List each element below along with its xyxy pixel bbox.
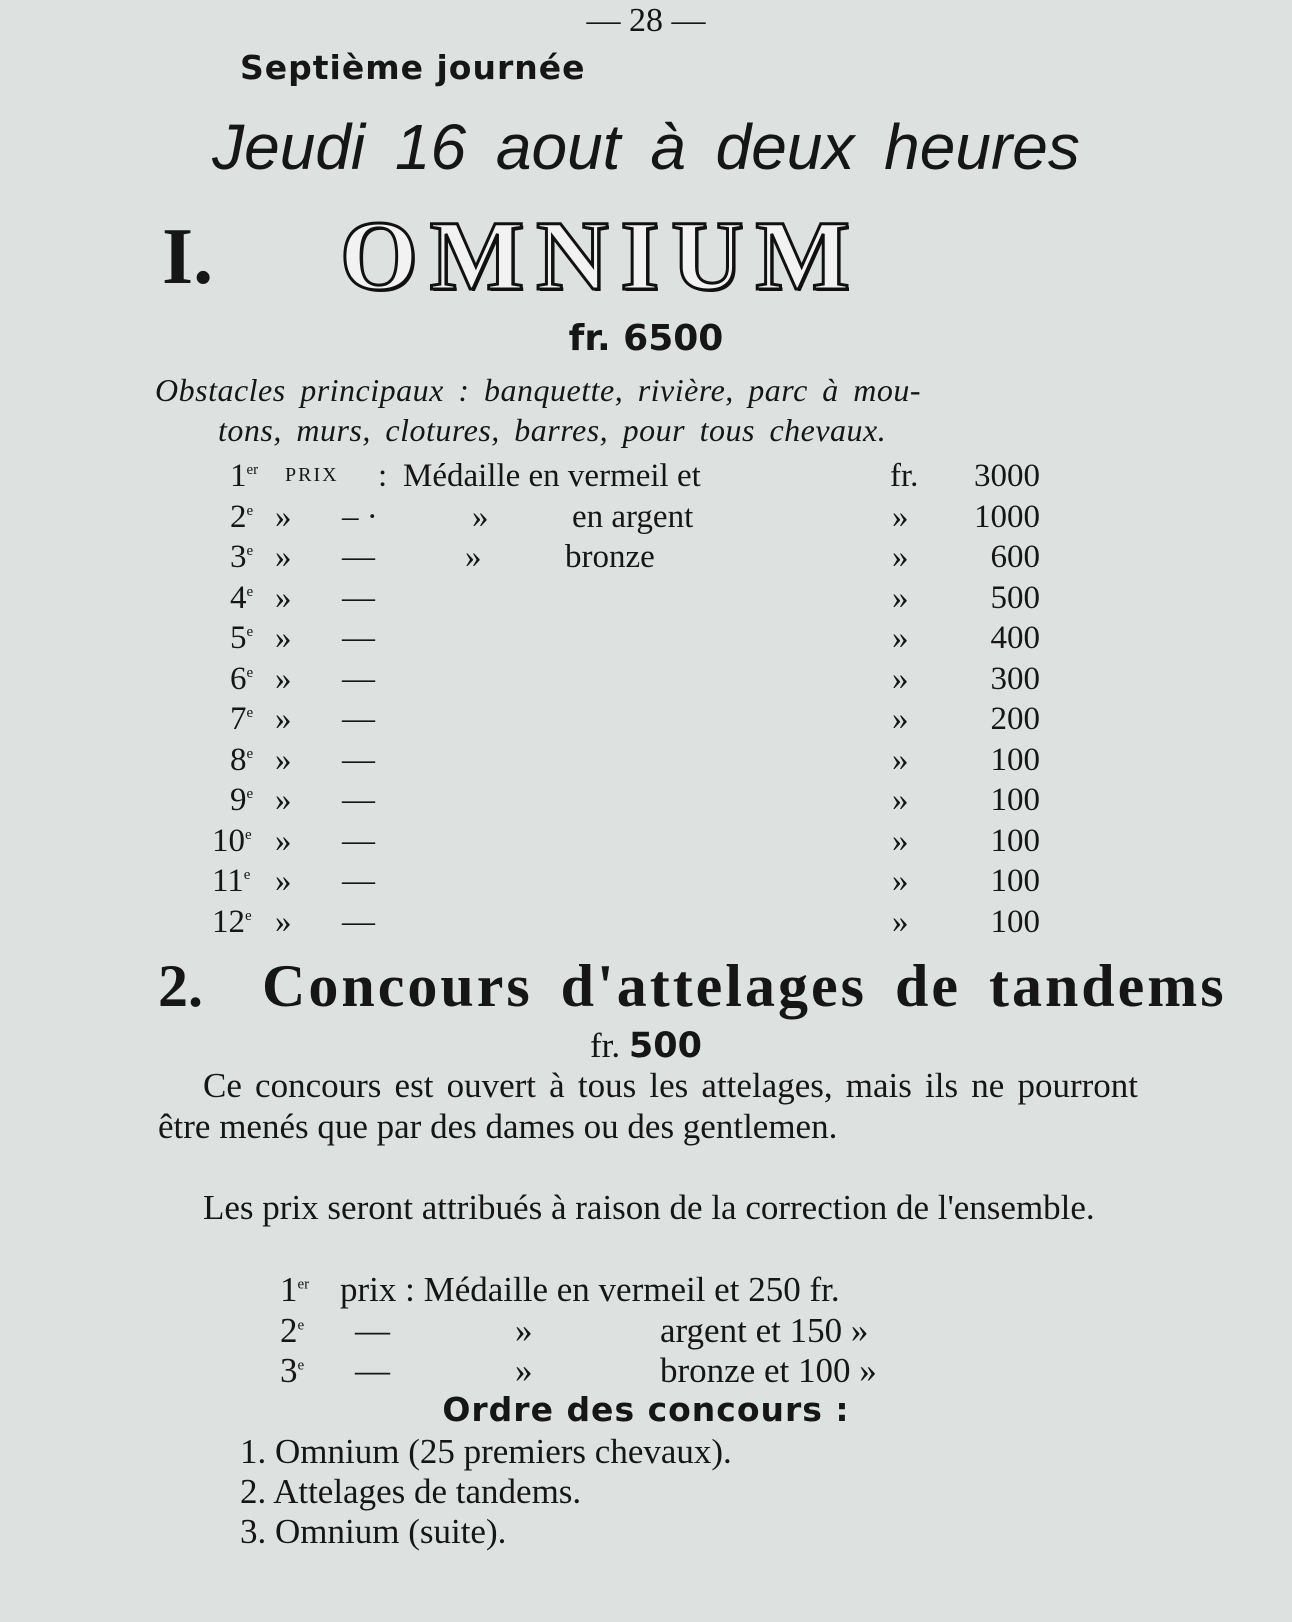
order-item: 3. Omnium (suite). <box>240 1512 507 1551</box>
prize-amount: 100 <box>990 741 1040 778</box>
tandem-prize-dash: — <box>355 1310 390 1350</box>
prize-rank: 6e <box>230 660 254 697</box>
prize-rank: 8e <box>230 741 254 778</box>
prize-dash: — <box>342 863 375 899</box>
prize-rank: 2e <box>230 498 254 535</box>
prize-dash: — <box>342 903 375 940</box>
prize-ditto: » <box>892 822 909 859</box>
date-line: Jeudi 16 aout à deux heures <box>212 111 1080 183</box>
section1-number: I. <box>162 213 214 301</box>
order-item: 1. Omnium (25 premiers chevaux). <box>240 1432 732 1471</box>
prize-dash: — <box>342 579 375 616</box>
prize-row <box>200 458 1100 499</box>
prize-ditto: » <box>892 660 909 697</box>
prize-medal: Médaille en vermeil et <box>403 458 701 494</box>
paragraph-1: Ce concours est ouvert à tous les attelages, mais ils ne pourront être menés que par des dames ou des gentlemen. <box>158 1066 1138 1146</box>
prize-ditto: » <box>892 539 909 575</box>
prize-row <box>200 620 1100 661</box>
prize-row <box>200 701 1100 742</box>
prize-row <box>200 499 1100 540</box>
order-heading: Ordre des concours : <box>442 1390 850 1429</box>
prize-metal: en argent <box>572 498 694 535</box>
order-list <box>240 1432 732 1552</box>
prize-ditto: » <box>275 579 292 616</box>
prize-ditto: » <box>275 782 292 818</box>
tandem-prize-rank: 1er <box>280 1270 310 1309</box>
prize-ditto: » <box>275 539 292 575</box>
paragraph-2: Les prix seront attribués à raison de la correction de l'ensemble. <box>203 1188 1095 1227</box>
prize-amount: 200 <box>990 701 1040 737</box>
prize-rank: 7e <box>230 701 254 737</box>
prize-ditto: » <box>275 620 292 656</box>
prize-dash: — <box>342 741 375 778</box>
prize-currency: fr. <box>890 458 919 494</box>
prize-amount: 100 <box>990 782 1040 818</box>
prize-row <box>200 539 1100 580</box>
prize-row <box>200 782 1100 823</box>
tandem-prize-text: prix : Médaille en vermeil et 250 fr. <box>340 1270 840 1309</box>
prize-dash: –– <box>342 539 375 575</box>
section2-prize: fr. 500 <box>590 1026 702 1066</box>
prize-ditto: » <box>892 579 909 616</box>
prize-amount: 400 <box>990 620 1040 656</box>
tandem-prize-table <box>250 1270 1010 1392</box>
tandem-prize-text: bronze et 100 » <box>660 1351 877 1390</box>
prize-rank: 4e <box>230 579 254 616</box>
obstacles-line-1: Obstacles principaux : banquette, rivière, parc à mou- <box>155 372 922 408</box>
prize-ditto: » <box>892 903 909 940</box>
prize-ditto: » <box>275 863 292 899</box>
tandem-prize-row <box>250 1311 1010 1352</box>
tandem-prize-dash: — <box>355 1351 390 1390</box>
prize-row <box>200 863 1100 904</box>
prize-amount: 100 <box>990 863 1040 899</box>
tandem-prize-text: argent et 150 » <box>660 1310 869 1350</box>
section1-prize: fr. 6500 <box>568 318 724 359</box>
tandem-prize-rank: 3e <box>280 1351 305 1390</box>
tandem-prize-rank: 2e <box>280 1310 305 1350</box>
prize-rank: 11e <box>212 863 251 899</box>
tandem-prize-row <box>250 1270 1010 1311</box>
section2-number: 2. <box>158 953 203 1019</box>
obstacles-line-2: tons, murs, clotures, barres, pour tous chevaux. <box>218 412 887 448</box>
prize-ditto: » <box>275 822 292 859</box>
prize-ditto: » <box>465 539 482 575</box>
prize-colon: : <box>378 458 388 494</box>
prize-row <box>200 742 1100 783</box>
prize-dash: — <box>342 782 375 818</box>
prize-ditto: » <box>275 498 292 535</box>
prize-rank: 12e <box>212 903 252 940</box>
prize-ditto: » <box>472 498 489 535</box>
prize-amount: 600 <box>990 539 1040 575</box>
prize-ditto: » <box>275 701 292 737</box>
prize-row <box>200 580 1100 621</box>
prize-dash: — <box>342 701 375 737</box>
prize-ditto: » <box>892 620 909 656</box>
prize-ditto: » <box>892 782 909 818</box>
prize-amount: 1000 <box>974 498 1040 535</box>
day-name: Septième journée <box>240 48 586 87</box>
prize-ditto: » <box>892 863 909 899</box>
prize-dash: – · <box>342 498 378 535</box>
prize-dash: — <box>342 660 375 697</box>
prize-amount: 500 <box>990 579 1040 616</box>
prize-amount: 300 <box>990 660 1040 697</box>
prize-ditto: » <box>892 701 909 737</box>
prize-row <box>200 823 1100 864</box>
page-number: — 28 — <box>586 2 706 39</box>
prize-ditto: » <box>892 741 909 778</box>
omnium-prize-table <box>200 458 1100 944</box>
prize-ditto: » <box>275 903 292 940</box>
prize-rank: 1er <box>230 458 259 494</box>
prize-rank: 3e <box>230 539 254 575</box>
prize-ditto: » <box>275 741 292 778</box>
prize-ditto: » <box>275 660 292 697</box>
prize-row <box>200 661 1100 702</box>
prize-dash: — <box>342 620 375 656</box>
prize-metal: bronze <box>565 539 655 575</box>
tandem-prize-row <box>250 1351 1010 1392</box>
prize-ditto: » <box>892 498 909 535</box>
prize-rank: 10e <box>212 822 252 859</box>
order-item: 2. Attelages de tandems. <box>240 1472 582 1511</box>
prize-rank: 5e <box>230 620 254 656</box>
prize-dash: — <box>342 822 375 859</box>
prize-amount: 100 <box>990 903 1040 940</box>
tandem-prize-ditto: » <box>515 1310 533 1350</box>
prize-amount: 3000 <box>974 458 1040 494</box>
prize-amount: 100 <box>990 822 1040 859</box>
prize-rank: 9e <box>230 782 254 818</box>
prize-row <box>200 904 1100 945</box>
tandem-prize-ditto: » <box>515 1351 533 1390</box>
prize-label: PRIX <box>285 464 339 486</box>
section2-title: Concours d'attelages de tandems <box>262 953 1227 1019</box>
section1-title: OMNIUM <box>340 200 862 311</box>
